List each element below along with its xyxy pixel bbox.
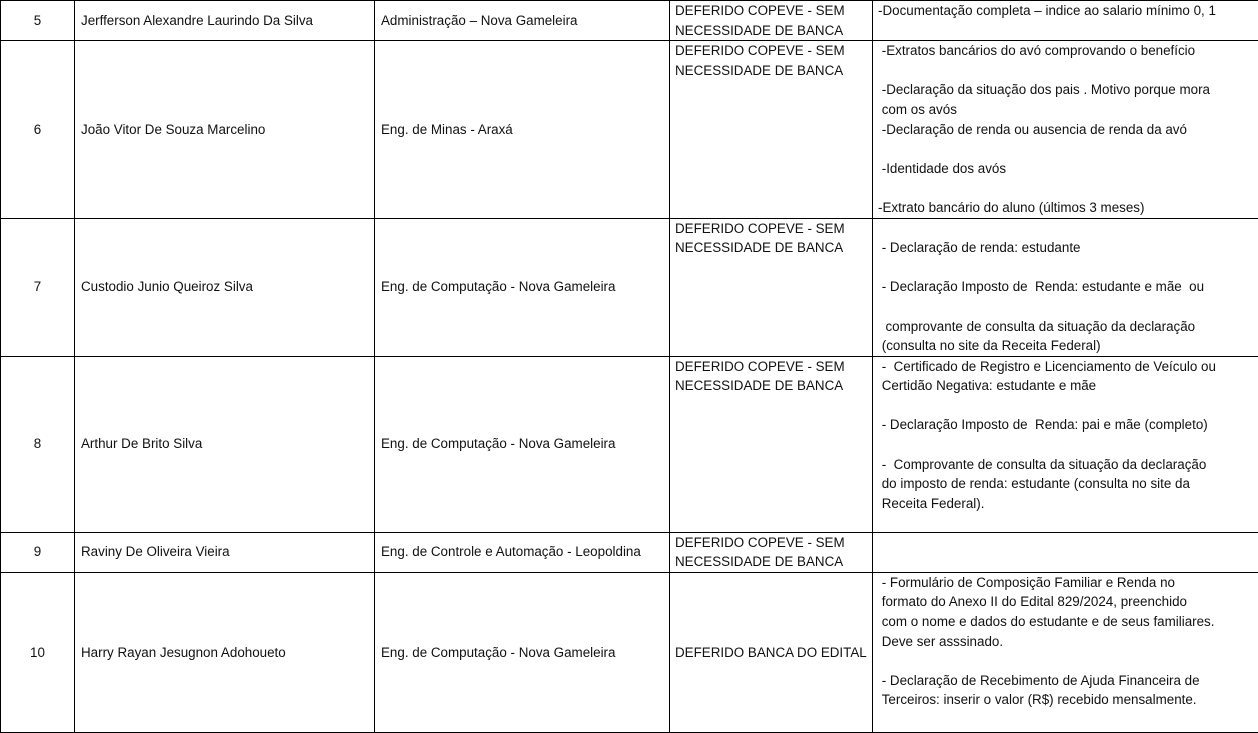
notes-line: com o nome e dados do estudante e de seus familiares. <box>878 612 1258 632</box>
student-name: Custodio Junio Queiroz Silva <box>75 218 375 356</box>
status-line: DEFERIDO COPEVE - SEM <box>675 219 872 239</box>
status-line: NECESSIDADE DE BANCA <box>675 376 872 396</box>
status-line: DEFERIDO COPEVE - SEM <box>675 357 872 377</box>
notes-line: - Declaração de renda: estudante <box>878 238 1258 258</box>
status-line: NECESSIDADE DE BANCA <box>675 238 872 258</box>
notes-line <box>878 219 1258 239</box>
status-cell <box>670 1 873 41</box>
notes-line: - Declaração Imposto de Renda: estudante e mãe ou <box>878 277 1258 297</box>
status-line: DEFERIDO COPEVE - SEM <box>675 1 872 21</box>
notes-line <box>878 61 1258 81</box>
status-line: NECESSIDADE DE BANCA <box>675 61 872 81</box>
table-row <box>1 1 1258 41</box>
notes-cell <box>873 356 1258 532</box>
notes-cell <box>873 1 1258 41</box>
table-row <box>1 356 1258 532</box>
notes-line: Certidão Negativa: estudante e mãe <box>878 376 1258 396</box>
row-number: 9 <box>1 532 75 572</box>
course-name: Administração – Nova Gameleira <box>375 1 670 41</box>
notes-line: comprovante de consulta da situação da declaração <box>878 317 1258 337</box>
status-line: NECESSIDADE DE BANCA <box>675 21 872 41</box>
notes-line: -Declaração da situação dos pais . Motivo porque mora <box>878 80 1258 100</box>
notes-line: - Declaração de Recebimento de Ajuda Financeira de <box>878 671 1258 691</box>
row-number: 5 <box>1 1 75 41</box>
notes-line <box>878 651 1258 671</box>
notes-cell <box>873 41 1258 218</box>
row-number: 7 <box>1 218 75 356</box>
row-number: 6 <box>1 41 75 218</box>
student-name: Harry Rayan Jesugnon Adohoueto <box>75 572 375 732</box>
notes-line: -Declaração de renda ou ausencia de renda da avó <box>878 120 1258 140</box>
notes-line: formato do Anexo II do Edital 829/2024, preenchido <box>878 592 1258 612</box>
notes-line: Deve ser asssinado. <box>878 632 1258 652</box>
status-cell <box>670 41 873 218</box>
course-name: Eng. de Computação - Nova Gameleira <box>375 218 670 356</box>
notes-line <box>878 178 1258 198</box>
row-number: 10 <box>1 572 75 732</box>
notes-cell <box>873 572 1258 732</box>
notes-line <box>878 396 1258 416</box>
table-row <box>1 41 1258 218</box>
status-line: NECESSIDADE DE BANCA <box>675 552 872 572</box>
notes-line: -Extrato bancário do aluno (últimos 3 meses) <box>878 198 1258 218</box>
table-row <box>1 218 1258 356</box>
table-row <box>1 532 1258 572</box>
course-name: Eng. de Minas - Araxá <box>375 41 670 218</box>
notes-line: -Identidade dos avós <box>878 159 1258 179</box>
notes-line: - Comprovante de consulta da situação da declaração <box>878 455 1258 475</box>
notes-line: -Documentação completa – indice ao salario mínimo 0, 1 <box>878 1 1258 21</box>
notes-line: -Extratos bancários do avó comprovando o benefício <box>878 41 1258 61</box>
student-name: João Vitor De Souza Marcelino <box>75 41 375 218</box>
notes-line <box>878 258 1258 278</box>
status-line: DEFERIDO BANCA DO EDITAL <box>675 643 872 663</box>
course-name: Eng. de Controle e Automação - Leopoldina <box>375 532 670 572</box>
notes-cell <box>873 218 1258 356</box>
notes-line <box>878 435 1258 455</box>
status-line: DEFERIDO COPEVE - SEM <box>675 41 872 61</box>
results-table-body <box>1 1 1258 733</box>
notes-line <box>878 139 1258 159</box>
status-cell <box>670 532 873 572</box>
status-line: DEFERIDO COPEVE - SEM <box>675 533 872 553</box>
notes-line: - Formulário de Composição Familiar e Renda no <box>878 573 1258 593</box>
notes-line: - Certificado de Registro e Licenciamento de Veículo ou <box>878 357 1258 377</box>
notes-line: (consulta no site da Receita Federal) <box>878 336 1258 356</box>
course-name: Eng. de Computação - Nova Gameleira <box>375 572 670 732</box>
status-cell <box>670 356 873 532</box>
notes-line <box>878 297 1258 317</box>
status-cell <box>670 218 873 356</box>
student-name: Jerfferson Alexandre Laurindo Da Silva <box>75 1 375 41</box>
student-name: Arthur De Brito Silva <box>75 356 375 532</box>
status-cell <box>670 572 873 732</box>
notes-line: do imposto de renda: estudante (consulta no site da <box>878 474 1258 494</box>
notes-line: - Declaração Imposto de Renda: pai e mãe (completo) <box>878 415 1258 435</box>
course-name: Eng. de Computação - Nova Gameleira <box>375 356 670 532</box>
notes-line: Terceiros: inserir o valor (R$) recebido mensalmente. <box>878 690 1258 710</box>
row-number: 8 <box>1 356 75 532</box>
notes-line: Receita Federal). <box>878 494 1258 514</box>
student-name: Raviny De Oliveira Vieira <box>75 532 375 572</box>
notes-line: com os avós <box>878 100 1258 120</box>
table-row <box>1 572 1258 732</box>
notes-cell <box>873 532 1258 572</box>
